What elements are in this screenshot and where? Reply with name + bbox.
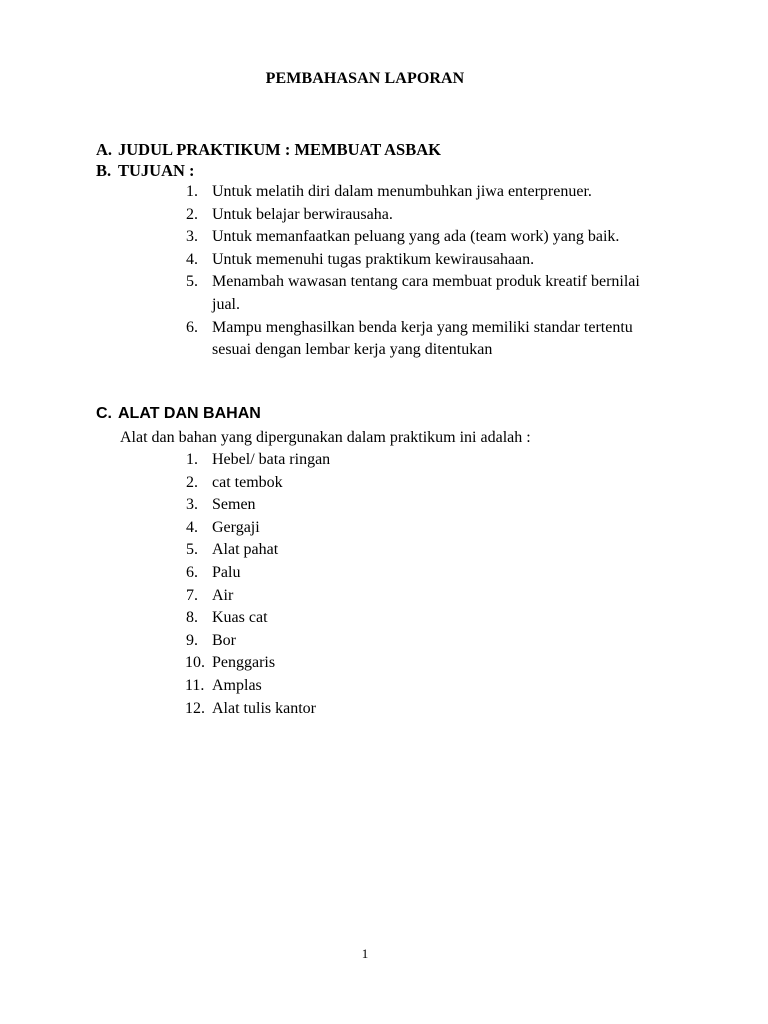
section-c-intro: Alat dan bahan yang dipergunakan dalam praktikum ini adalah :	[120, 429, 531, 446]
section-a-heading	[96, 140, 441, 160]
alat-bahan-list	[0, 449, 642, 720]
list-item-text: Untuk belajar berwirausaha.	[212, 205, 393, 223]
list-item-text: Gergaji	[212, 518, 260, 536]
section-c-letter: C.	[96, 405, 112, 422]
list-item	[0, 204, 642, 227]
list-item	[0, 630, 642, 653]
list-item-number: 2.	[186, 473, 198, 491]
list-item	[0, 652, 642, 675]
list-item-text: Bor	[212, 631, 236, 649]
list-item	[0, 449, 642, 472]
list-item-text: Air	[212, 586, 234, 604]
list-item-number: 6.	[186, 563, 198, 581]
list-item	[0, 517, 642, 540]
list-item	[0, 271, 642, 316]
list-item-number: 2.	[186, 205, 198, 223]
list-item-text: Alat pahat	[212, 541, 279, 559]
list-item	[0, 675, 642, 698]
section-b-text: TUJUAN :	[118, 161, 195, 180]
section-a-letter: A.	[96, 140, 113, 159]
list-item-text: Alat tulis kantor	[212, 699, 316, 717]
list-item-number: 3.	[186, 228, 198, 246]
list-item-text: Menambah wawasan tentang cara membuat produk kreatif bernilai jual.	[212, 273, 640, 313]
list-item-number: 9.	[186, 631, 198, 649]
list-item	[0, 472, 642, 495]
list-item-number: 6.	[186, 318, 198, 336]
section-a-text: JUDUL PRAKTIKUM : MEMBUAT ASBAK	[118, 140, 441, 159]
list-item-number: 1.	[186, 183, 198, 200]
list-item	[0, 539, 642, 562]
list-item-text: Mampu menghasilkan benda kerja yang memiliki standar tertentu sesuai dengan lembar kerja yang ditentukan	[212, 318, 633, 359]
list-item-number: 4.	[186, 250, 198, 268]
list-item	[0, 249, 642, 272]
list-item-number: 7.	[186, 586, 198, 604]
list-item-number: 8.	[186, 609, 198, 627]
list-item	[0, 607, 642, 630]
list-item	[0, 317, 642, 362]
list-item-number: 12.	[185, 699, 205, 717]
list-item	[0, 181, 642, 204]
page-number: 1	[361, 946, 369, 961]
list-item-text: Untuk memanfaatkan peluang yang ada (team work) yang baik.	[212, 228, 620, 246]
list-item-text: Untuk memenuhi tugas praktikum kewirausahaan.	[212, 250, 535, 268]
list-item-text: Penggaris	[212, 654, 276, 672]
list-item-text: Amplas	[212, 676, 262, 694]
list-item-number: 4.	[186, 518, 198, 536]
list-item-text: Untuk melatih diri dalam menumbuhkan jiwa enterprenuer.	[212, 183, 592, 200]
list-item	[0, 494, 642, 517]
list-item	[0, 585, 642, 608]
list-item-text: cat tembok	[212, 473, 283, 491]
list-item-text: Hebel/ bata ringan	[212, 451, 331, 468]
list-item-number: 10.	[185, 654, 205, 672]
tujuan-list	[0, 181, 642, 362]
section-c-text: ALAT DAN BAHAN	[118, 405, 261, 422]
list-item-number: 5.	[186, 273, 198, 291]
list-item	[0, 562, 642, 585]
section-b-heading	[96, 161, 195, 181]
list-item-number: 3.	[186, 496, 198, 514]
list-item-text: Semen	[212, 496, 256, 514]
list-item-text: Palu	[212, 563, 241, 581]
list-item	[0, 698, 642, 721]
list-item-number: 11.	[185, 676, 205, 694]
list-item-number: 1.	[186, 451, 198, 468]
list-item-text: Kuas cat	[212, 609, 268, 627]
section-c-heading	[96, 405, 261, 423]
list-item-number: 5.	[186, 541, 198, 559]
list-item	[0, 226, 642, 249]
page-title: PEMBAHASAN LAPORAN	[265, 70, 465, 87]
section-b-letter: B.	[96, 161, 112, 180]
